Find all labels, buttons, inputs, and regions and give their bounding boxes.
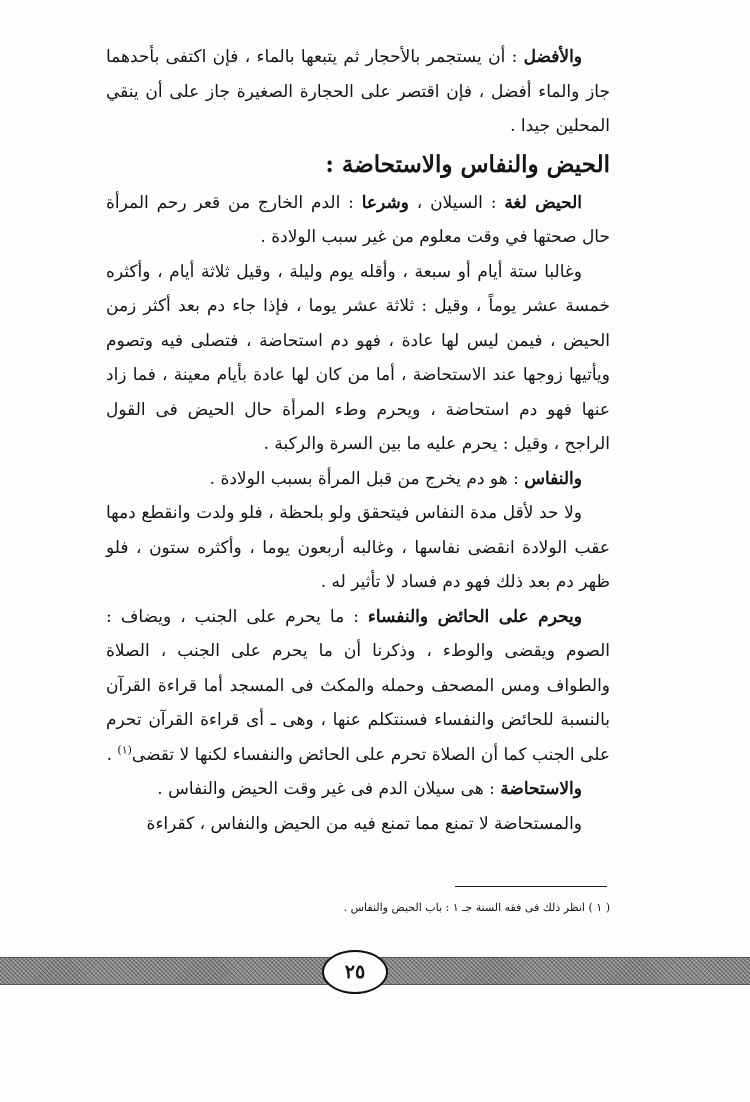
text-prohibited-end: . [106,744,118,765]
paragraph-prohibited [106,600,610,773]
text-nifas: : هو دم يخرج من قبل المرأة بسبب الولادة . [209,468,525,489]
footnote-divider [455,886,607,887]
footnote: ( ١ ) انظر ذلك فى فقه السنة جـ ١ : باب الحيض والنفاس . [343,901,610,914]
text-istihada: : هى سيلان الدم فى غير وقت الحيض والنفاس . [157,779,501,799]
page-number-text: ٢٥ [344,961,366,983]
paragraph-istihada-rule: والمستحاضة لا تمنع مما تمنع فيه من الحيض والنفاس ، كقراءة [146,813,582,834]
term-prohibited: ويحرم على الحائض والنفساء [367,606,583,627]
text-haid-shar: : الدم الخارج من قعر رحم المرأة حال صحتها في وقت معلوم من غير سبب الولادة . [106,192,610,247]
paragraph-haid-duration: وغالبا ستة أيام أو سبعة ، وأقله يوم وليلة ، وقيل ثلاثة أيام ، وأكثره خمسة عشر يوماً ، وقيل : ثلاثة عشر يوما ، فإذا جاء دم بعد أكثر زمن الحيض ، فيمن ليس لها عادة ، فهو دم استحاضة ، فتصلى فيه وتصوم ويأتيها زوجها عند الاستحاضة ، أما من كان لها عادة بأيام معينة ، فما زاد عنها فهو دم استحاضة ، ويحرم وطء المرأة حال الحيض فى القول الراجح ، وقيل : يحرم عليه ما بين السرة والركبة . [106,261,610,454]
paragraph-nifas-definition [106,462,610,497]
term-haid-shar: وشرعا [361,192,409,213]
term-nifas: والنفاس [524,468,582,489]
paragraph-haid-definition [106,186,610,255]
term-haid-lugha: الحيض لغة [504,192,582,213]
section-heading: الحيض والنفاس والاستحاضة : [325,150,610,178]
paragraph-istihada-definition [106,772,610,807]
text-haid-lugha: : السيلان ، [408,192,505,213]
text-afdal: : أن يستجمر بالأحجار ثم يتبعها بالماء ، فإن اكتفى بأحدهما جاز والماء أفضل ، فإن اقتصر على الحجارة الصغيرة جاز على أن ينقي المحلين جيدا . [106,47,610,136]
paragraph-afdal [106,40,610,144]
term-istihada: والاستحاضة [500,779,582,799]
main-text [106,40,610,841]
page-number [322,950,388,994]
footnote-reference[interactable]: (١) [117,742,132,756]
term-afdal: والأفضل [523,47,582,67]
text-prohibited: : ما يحرم على الجنب ، ويضاف : الصوم ويقضى والوطء ، وذكرنا أن ما يحرم على الجنب ، الصلاة والطواف ومس المصحف وحمله والمكث فى المسجد أما قراءة القرآن بالنسبة للحائض والنفساء فسنتكلم عنها ، وهى ـ أى قراءة القرآن تحرم على الجنب كما أن الصلاة تحرم على الحائض والنفساء لكنها لا تقضى [106,606,610,765]
paragraph-nifas-duration: ولا حد لأقل مدة النفاس فيتحقق ولو بلحظة ، فلو ولدت وانقطع دمها عقب الولادة انقضى نفاسها ، وغالبه أربعون يوما ، وأكثره ستون ، فلو ظهر دم بعد ذلك فهو دم فساد لا تأثير له . [106,503,610,592]
